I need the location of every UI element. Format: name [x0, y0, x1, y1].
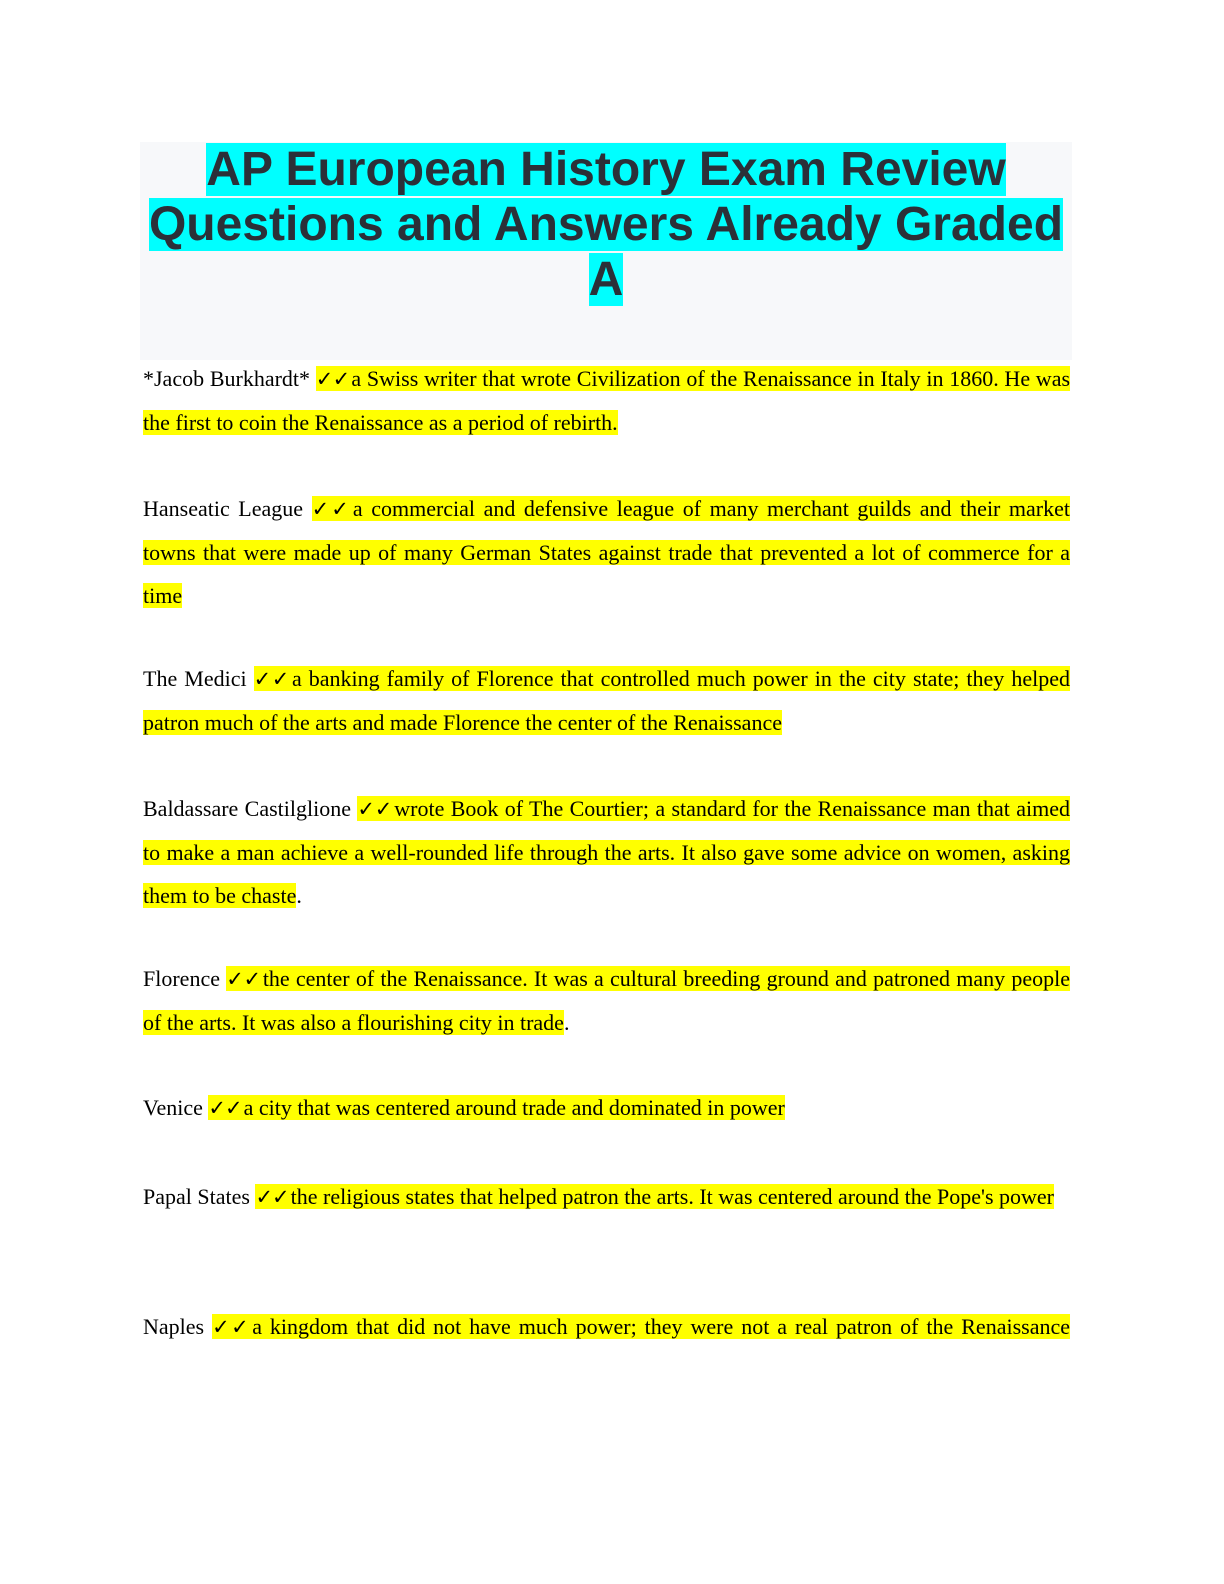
- entry-answer-highlight: [143, 666, 1070, 735]
- entry-definition: a Swiss writer that wrote Civilization of the Renaissance in Italy in 1860. He was the first to coin the Renaissance as a period of rebirth.: [143, 366, 1071, 435]
- entry-definition: the center of the Renaissance. It was a cultural breeding ground and patroned many people of the arts. It was also a flourishing city in trade: [143, 966, 1070, 1035]
- title-line-2: Questions and Answers Already Graded: [148, 198, 1064, 251]
- entry-term: Florence: [143, 966, 220, 991]
- title-line-1: AP European History Exam Review: [206, 143, 1006, 196]
- entry-answer-highlight: [212, 1314, 1070, 1339]
- entry-answer-highlight: [143, 966, 1070, 1035]
- document-title: [140, 142, 1072, 307]
- entry-term: Baldassare Castilglione: [143, 796, 351, 821]
- entry-term: Papal States: [143, 1184, 250, 1209]
- qa-entry-venice: [143, 1086, 1070, 1130]
- entry-term: Venice: [143, 1095, 203, 1120]
- qa-entry-florence: [143, 957, 1070, 1044]
- qa-entry-naples: [143, 1305, 1070, 1349]
- qa-entry-jacob-burkhardt: [143, 357, 1070, 444]
- entry-trailing: .: [563, 1010, 570, 1035]
- entry-definition: wrote Book of The Courtier; a standard for the Renaissance man that aimed to make a man achieve a well-rounded life through the arts. It also gave some advice on women, asking them to be chaste: [143, 796, 1071, 908]
- qa-entry-hanseatic-league: [143, 487, 1070, 617]
- double-check-icon: ✓✓: [208, 1096, 242, 1120]
- entry-term: *Jacob Burkhardt*: [143, 366, 311, 391]
- entry-definition: a banking family of Florence that controlled much power in the city state; they helped patron much of the arts and made Florence the center of the Renaissance: [143, 666, 1070, 735]
- double-check-icon: ✓✓: [226, 967, 261, 991]
- entry-term: The Medici: [143, 666, 247, 691]
- entry-answer-highlight: [208, 1095, 784, 1120]
- qa-entry-the-medici: [143, 657, 1070, 744]
- entry-definition: a city that was centered around trade and dominated in power: [243, 1095, 785, 1120]
- qa-entry-papal-states: [143, 1175, 1070, 1219]
- double-check-icon: ✓✓: [315, 367, 350, 391]
- double-check-icon: ✓✓: [212, 1315, 251, 1339]
- double-check-icon: ✓✓: [357, 797, 393, 821]
- entry-term: Hanseatic League: [143, 496, 304, 521]
- double-check-icon: ✓✓: [255, 1185, 289, 1209]
- entry-term: Naples: [143, 1314, 205, 1339]
- qa-entry-baldassare-castiglione: [143, 787, 1070, 917]
- entry-trailing: .: [296, 883, 302, 908]
- entry-definition: a kingdom that did not have much power; they were not a real patron of the Renaissance: [252, 1314, 1070, 1339]
- double-check-icon: ✓✓: [311, 497, 351, 521]
- entry-definition: the religious states that helped patron the arts. It was centered around the Pope's power: [290, 1184, 1054, 1209]
- title-line-3: A: [588, 253, 624, 306]
- entry-definition: a commercial and defensive league of many merchant guilds and their market towns that were made up of many German States against trade that prevented a lot of commerce for a time: [143, 496, 1071, 608]
- entry-answer-highlight: [255, 1184, 1054, 1209]
- double-check-icon: ✓✓: [253, 667, 290, 691]
